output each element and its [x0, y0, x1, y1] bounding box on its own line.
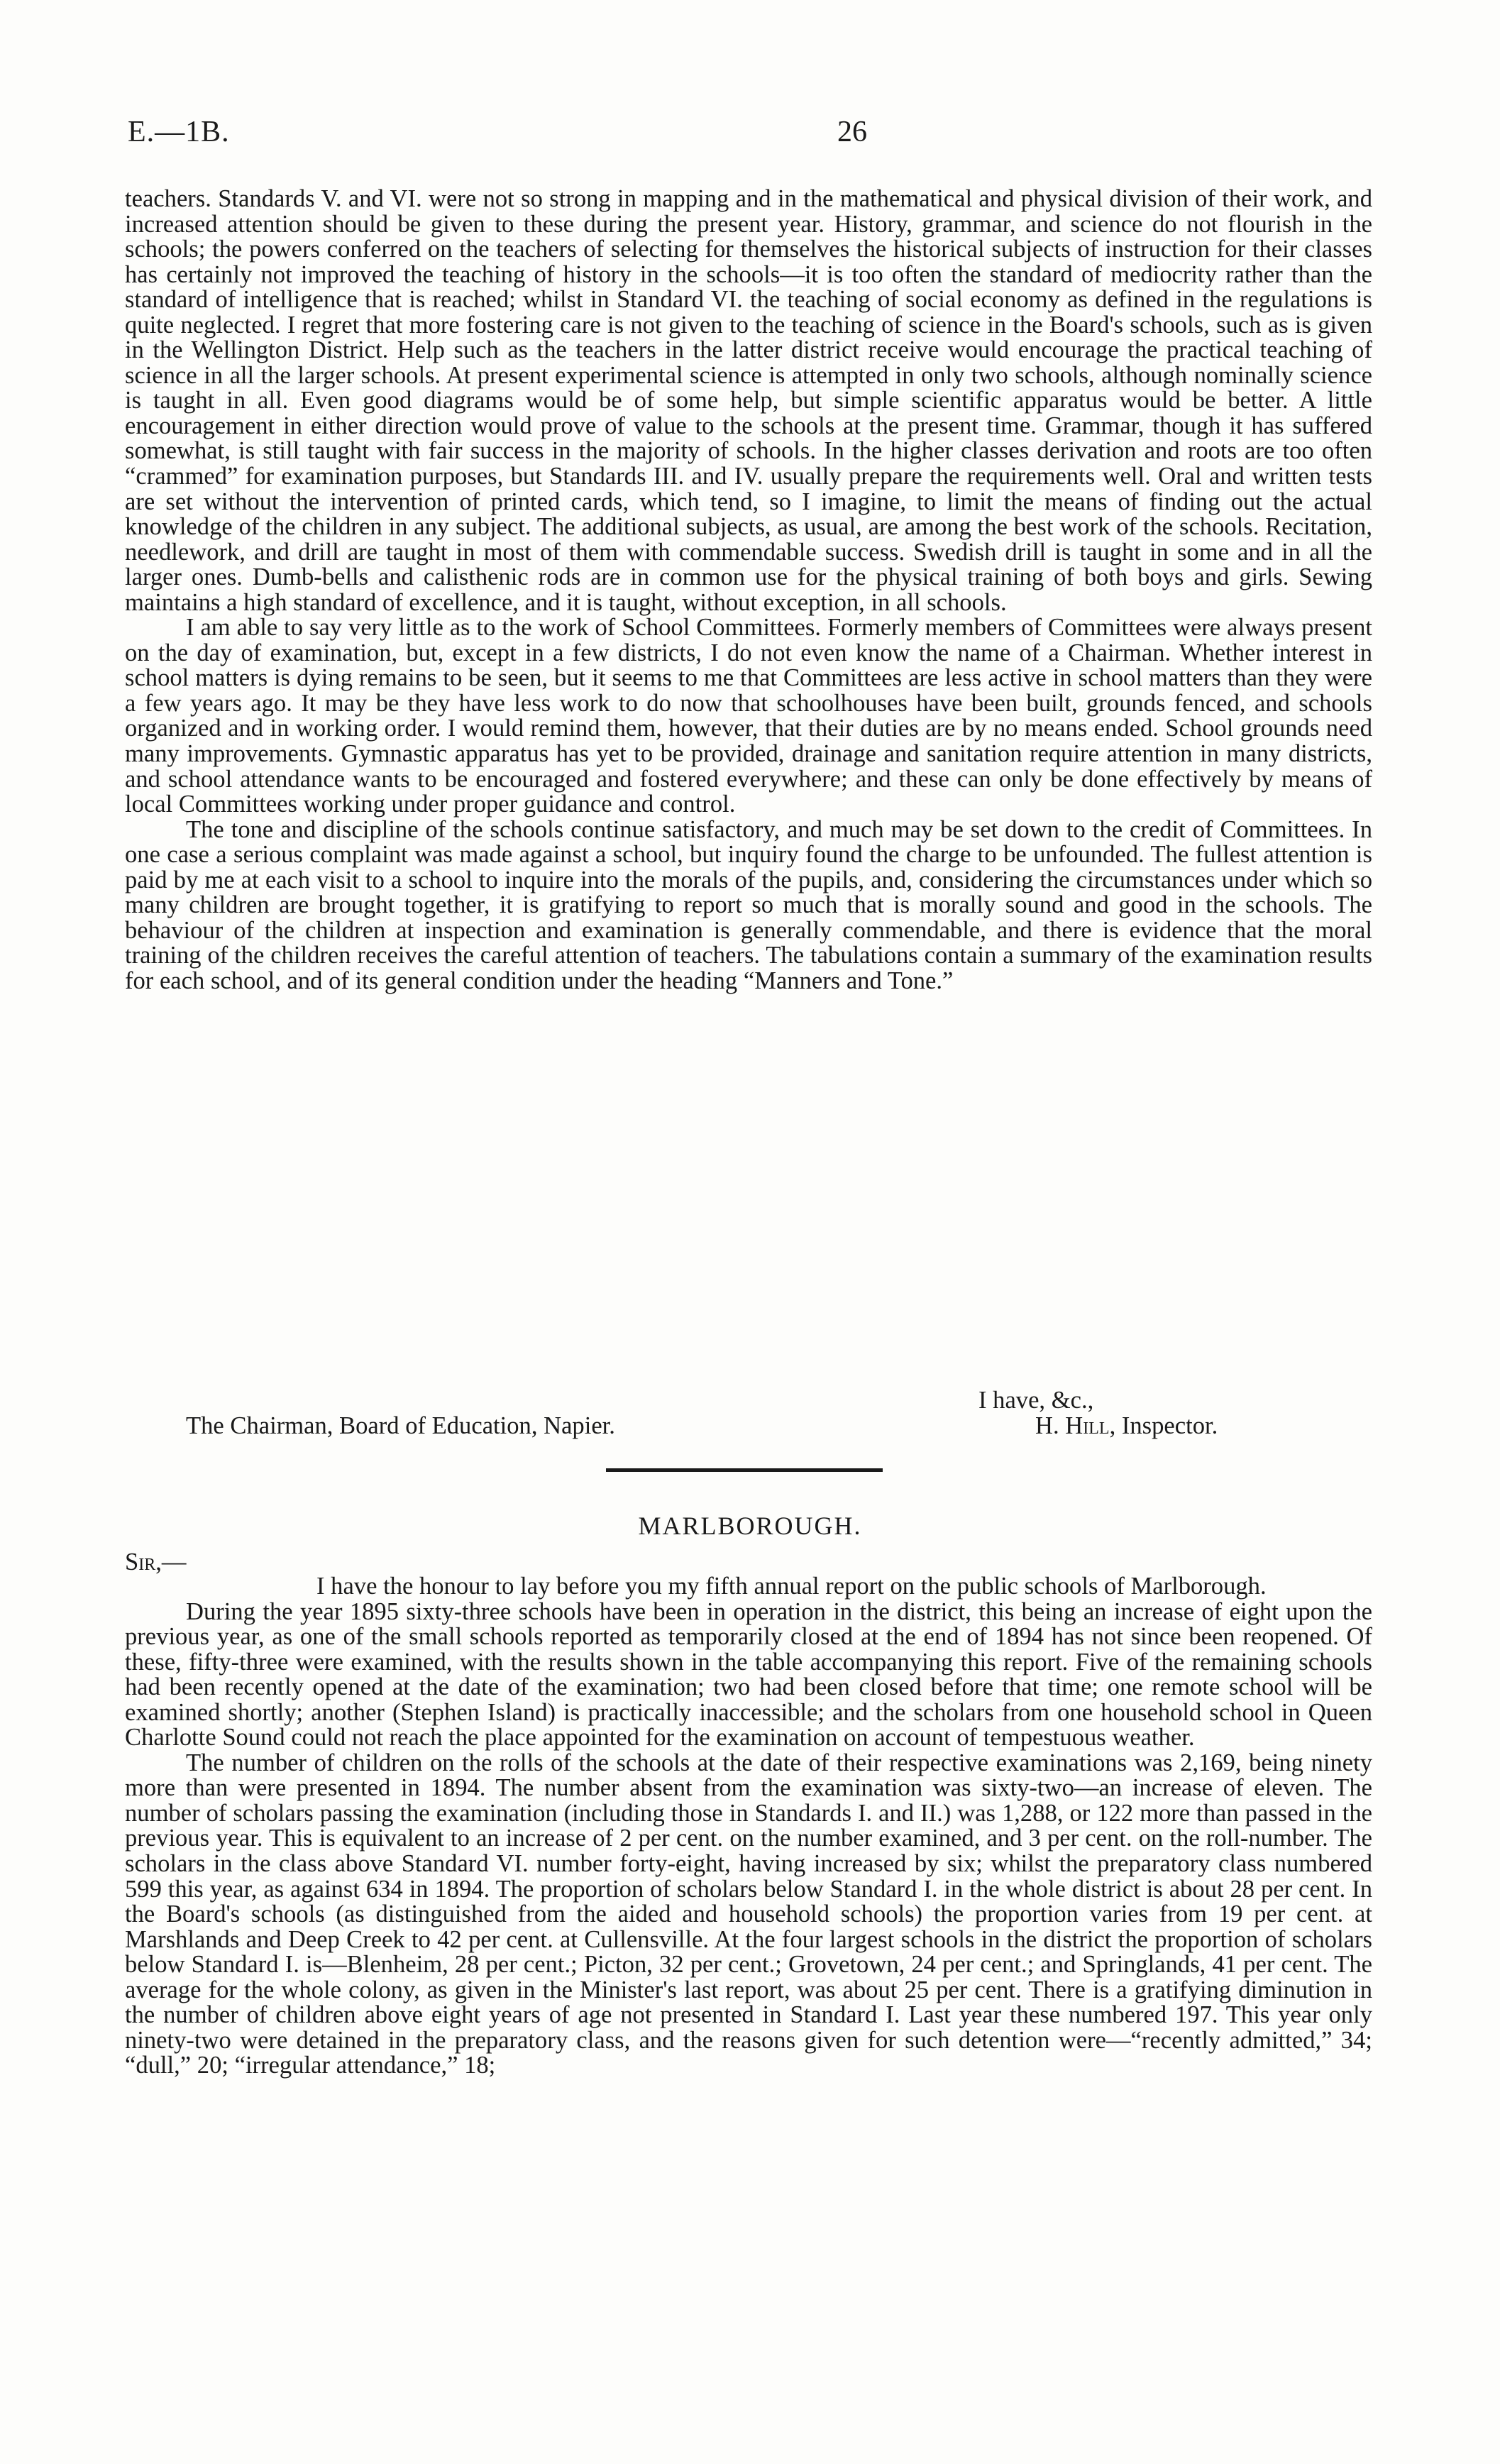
page-number: 26 [837, 116, 867, 148]
paragraph-school-committees: I am able to say very little as to the work of School Committees. Formerly members of Committees were always present on the day of examination, but, except in a few districts, I do not even know the name of a Chairman. Whether interest in school matters is dying remains to be seen, but it seems to me that Committees are less active in school matters than they were a few years ago. It may be they have less work to do now that schoolhouses have been built, grounds fenced, and schools organized and in working order. I would remind them, however, that their duties are by no means ended. School grounds need many improvements. Gymnastic apparatus has yet to be provided, drainage and sanitation require attention in many districts, and school attendance wants to be encouraged and fostered everywhere; and these can only be done effectively by means of local Committees working under proper guidance and control. [125, 614, 1372, 818]
salutation: Sir,— [125, 1549, 187, 1575]
section-divider [606, 1468, 883, 1472]
paragraph-teaching-subjects: teachers. Standards V. and VI. were not so strong in mapping and in the mathematical and physical division of their work, and increased attention should be given to these during the present year. History, grammar, and science do not flourish in the schools; the powers conferred on the teachers of selecting for themselves the historical subjects of instruction for their classes has certainly not improved the teaching of history in the schools—it is too often the standard of mediocrity rather than the standard of intelligence that is reached; whilst in Standard VI. the teaching of social economy as defined in the regulations is quite neglected. I regret that more fostering care is not given to the teaching of science in the Board's schools, such as is given in the Wellington District. Help such as the teachers in the latter district receive would encourage the practical teaching of science in all the larger schools. At present experimental science is attempted in only two schools, although nominally science is taught in all. Even good diagrams would be of some help, but simple scientific apparatus would be better. A little encouragement in either direction would prove of value to the schools at the present time. Grammar, though it has suffered somewhat, is still taught with fair success in the majority of schools. In the higher classes derivation and roots are too often “crammed” for examination purposes, but Standards III. and IV. usually prepare the requirements well. Oral and written tests are set without the intervention of printed cards, which tend, so I imagine, to limit the means of finding out the actual knowledge of the children in any subject. The additional subjects, as usual, are among the best work of the schools. Recitation, needlework, and drill are taught in most of them with commendable success. Swedish drill is taught in some and in all the larger ones. Dumb-bells and calisthenic rods are in common use for the physical training of both boys and girls. Sewing maintains a high standard of excellence, and it is taught, without exception, in all schools. [125, 185, 1372, 616]
paragraph-schools-in-operation: During the year 1895 sixty-three schools have been in operation in the district, this being an increase of eight upon the previous year, as one of the small schools reported as temporarily closed at the end of 1894 has not since been reopened. Of these, fifty-three were examined, with the results shown in the table accompanying this report. Five of the remaining schools had been recently opened at the date of the examination; two had been closed before that time; one remote school will be examined shortly; another (Stephen Island) is practically inaccessible; and the scholars from one household school in Queen Charlotte Sound could not reach the place appointed for the examination on account of tempestuous weather. [125, 1597, 1372, 1751]
paragraph-examination-numbers: The number of children on the rolls of the schools at the date of their respective examinations was 2,169, being ninety more than were presented in 1894. The number absent from the examination was sixty-two—an increase of eleven. The number of scholars passing the examination (including those in Standards I. and II.) was 1,288, or 122 more than passed in the previous year. This is equivalent to an increase of 2 per cent. on the number examined, and 3 per cent. on the roll-number. The scholars in the class above Standard VI. number forty-eight, having increased by six; whilst the preparatory class numbered 599 this year, as against 634 in 1894. The proportion of scholars below Standard I. in the whole district is about 28 per cent. In the Board's schools (as distinguished from the aided and household schools) the proportion varies from 19 per cent. at Marshlands and Deep Creek to 42 per cent. at Cullensville. At the four largest schools in the district the proportion of scholars below Standard I. is—Blenheim, 28 per cent.; Picton, 32 per cent.; Grovetown, 24 per cent.; and Springlands, 41 per cent. The average for the whole colony, as given in the Minister's last report, was about 25 per cent. There is a gratifying diminution in the number of children above eight years of age not presented in Standard I. Last year these numbered 197. This year only ninety-two were detained in the preparatory class, and the reasons given for such detention were—“recently admitted,” 34; “dull,” 20; “irregular attendance,” 18; [125, 1749, 1372, 2079]
hawkes-bay-report-body [125, 187, 1372, 994]
signatory-initial: H. [1035, 1412, 1059, 1439]
addressee: The Chairman, Board of Education, Napier. [186, 1412, 615, 1439]
paragraph-tone-discipline: The tone and discipline of the schools continue satisfactory, and much may be set down to the credit of Committees. In one case a serious complaint was made against a school, but inquiry found the charge to be unfounded. The fullest attention is paid by me at each visit to a school to inquire into the morals of the pupils, and, considering the circumstances under which so many children are brought together, it is gratifying to report so much that is morally sound and good in the schools. The behaviour of the children at inspection and examination is generally commendable, and there is evidence that the moral training of the children receives the careful attention of teachers. The tabulations contain a summary of the examination results for each school, and of its general condition under the heading “Manners and Tone.” [125, 815, 1372, 994]
signatory-title: Inspector. [1121, 1412, 1218, 1439]
signature [1035, 1413, 1218, 1439]
section-title: MARLBOROUGH. [638, 1512, 862, 1540]
signatory-name: Hill, [1065, 1412, 1116, 1439]
marlborough-report-body [125, 1574, 1372, 2079]
paragraph-introduction: I have the honour to lay before you my fifth annual report on the public schools of Marlborough. [316, 1573, 1267, 1600]
running-header [128, 115, 1371, 158]
document-code: E.—1B. [128, 116, 230, 148]
closing-formula: I have, &c., [978, 1387, 1094, 1414]
